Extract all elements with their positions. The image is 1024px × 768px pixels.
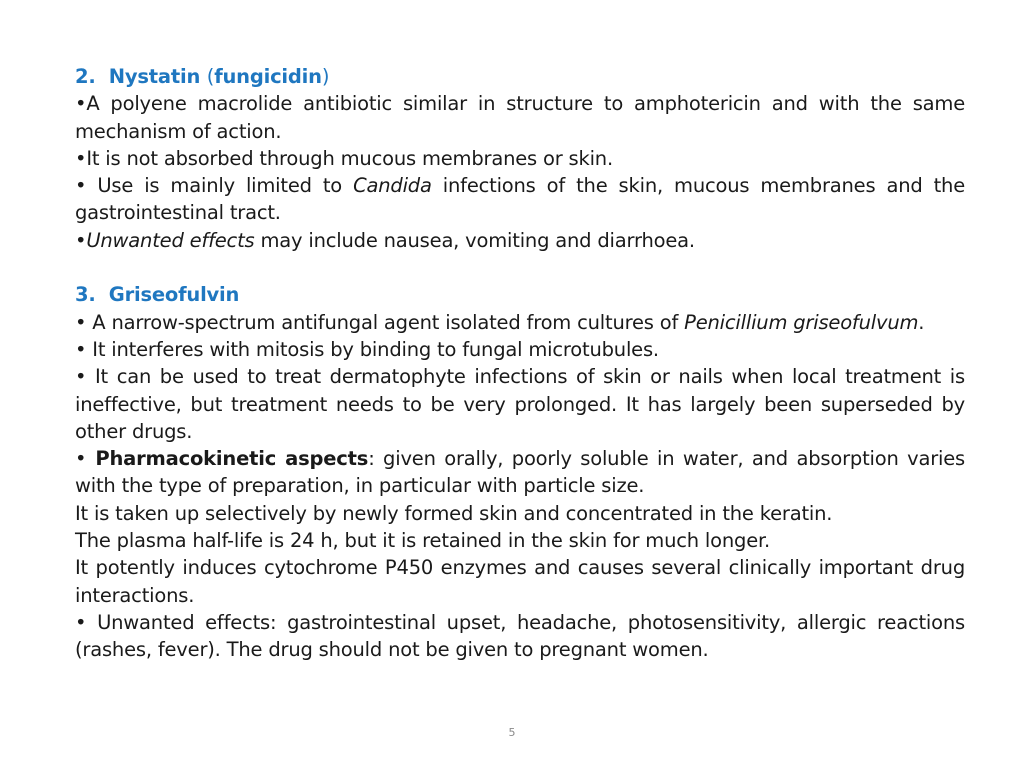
bullet-item [75,227,965,254]
bullet-text: A narrow-spectrum antifungal agent isolated from cultures of [86,310,685,334]
bullet-item [75,90,965,145]
bullet-marker: • [75,228,87,252]
bullet-marker: • [75,92,87,116]
bullet-text: It can be used to treat dermatophyte infections of skin or nails when local treatment is ineffective, but treatment needs to be very prolonged. It has largely been superseded by other drugs. [75,365,965,443]
bullet-text: infections of the skin, mucous membranes and the gastrointestinal tract. [75,174,965,225]
bullet-item [75,363,965,445]
bullet-marker: • [75,146,87,170]
bullet-item [75,336,965,363]
bullet-item [75,145,965,172]
section-spacer [75,254,965,281]
body-line: It is taken up selectively by newly formed skin and concentrated in the keratin. [75,501,833,525]
paren-close: ) [321,65,330,88]
section-number: 2. [75,65,96,88]
body-line: The plasma half-life is 24 h, but it is retained in the skin for much longer. [75,529,771,553]
bullet-text: . [918,310,925,334]
section-title: Nystatin [108,65,201,88]
bullet-text: may include nausea, vomiting and diarrhoea. [254,228,695,252]
bullet-item [75,445,965,500]
section-heading-griseofulvin [75,281,965,308]
section-heading-nystatin [75,63,965,90]
bullet-italic-text: Penicillium griseofulvum [684,310,919,334]
bullet-text: Use is mainly limited to [86,174,354,198]
page-number: 5 [508,726,516,739]
bullet-text: It is not absorbed through mucous membranes or skin. [86,146,613,170]
bullet-marker: • [75,447,87,471]
body-line: It potently induces cytochrome P450 enzymes and causes several clinically important drug interactions. [75,556,965,607]
section-alt-name: fungicidin [214,65,322,88]
slide-content [75,63,965,664]
paren-open: ( [206,65,215,88]
bullet-italic-text: Candida [353,174,432,198]
bullet-marker: • [75,365,87,389]
section-title: Griseofulvin [108,283,240,307]
section-number: 3. [75,283,96,307]
bullet-text: A polyene macrolide antibiotic similar in structure to amphotericin and with the same mechanism of action. [75,92,965,143]
bullet-marker: • [75,337,87,361]
bullet-marker: • [75,610,87,634]
bullet-text: : given orally, poorly soluble in water, and absorption varies with the type of preparation, in particular with particle size. [75,447,965,498]
bullet-text: It interferes with mitosis by binding to fungal microtubules. [86,337,659,361]
bullet-item [75,172,965,227]
bullet-text: Unwanted effects: gastrointestinal upset, headache, photosensitivity, allergic reactions (rashes, fever). The drug should not be given to pregnant women. [75,610,965,662]
bullet-marker: • [75,310,87,334]
bullet-item [75,309,965,336]
bullet-bold-text: Pharmacokinetic aspects [86,447,369,471]
bullet-italic-text: Unwanted effects [86,228,255,252]
bullet-marker: • [75,174,87,198]
bullet-item [75,609,965,664]
